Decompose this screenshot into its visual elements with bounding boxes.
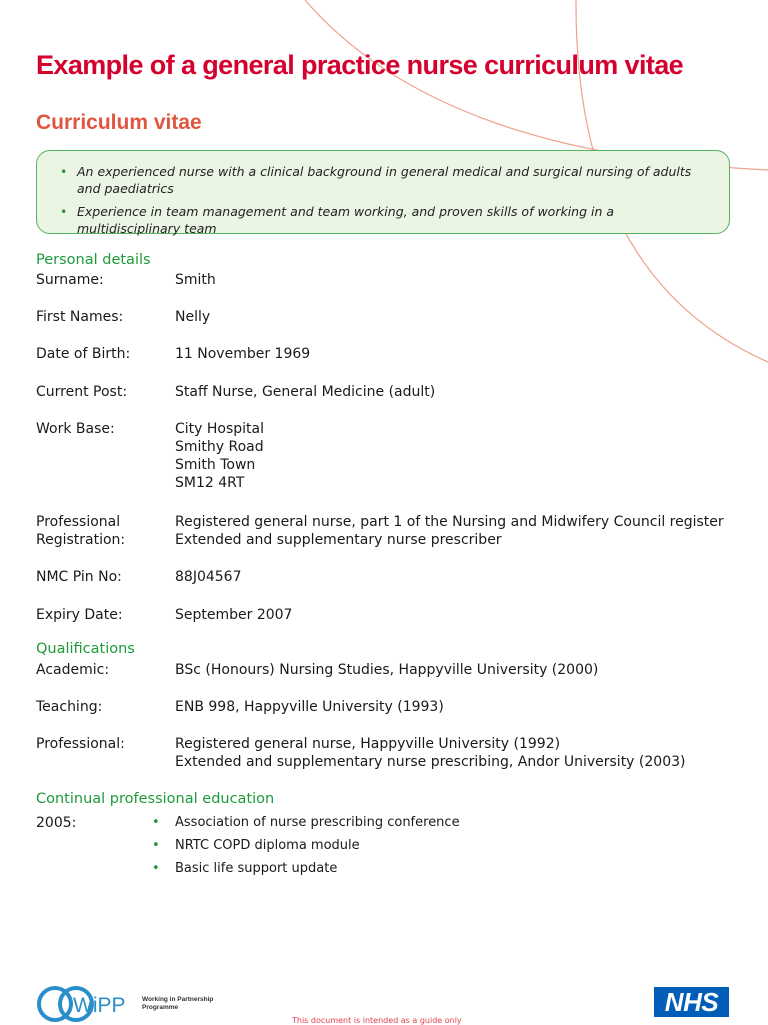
personal-details-heading: Personal details	[36, 252, 151, 268]
dob-value: 11 November 1969	[175, 346, 311, 362]
registration-value: Registered general nurse, part 1 of the Nursing and Midwifery Council register Extended and supplementary nurse prescriber	[175, 514, 724, 548]
bullet-icon: •	[60, 164, 68, 179]
summary-list	[37, 151, 729, 237]
surname-label: Surname:	[36, 272, 104, 288]
cpd-heading: Continual professional education	[36, 791, 275, 807]
address-line: City Hospital	[175, 421, 265, 437]
address-line: SM12 4RT	[175, 475, 245, 491]
surname-value: Smith	[175, 272, 216, 288]
first-names-label: First Names:	[36, 309, 124, 325]
document-subtitle: Curriculum vitae	[36, 111, 202, 134]
nmc-pin-value: 88J04567	[175, 569, 242, 585]
summary-item: • An experienced nurse with a clinical background in general medical and surgical nursing of adults and paediatrics	[60, 164, 692, 196]
current-post-label: Current Post:	[36, 384, 128, 400]
page-title: Example of a general practice nurse curriculum vitae	[36, 50, 684, 80]
academic-value: BSc (Honours) Nursing Studies, Happyville University (2000)	[175, 662, 599, 678]
bullet-icon: •	[152, 838, 160, 853]
bullet-icon: •	[152, 861, 160, 876]
wipp-caption: Working in Partnership Programme	[142, 996, 214, 1011]
expiry-label: Expiry Date:	[36, 607, 123, 623]
cpd-list	[152, 814, 460, 883]
cpd-item: • Basic life support update	[152, 861, 338, 876]
work-base-label: Work Base:	[36, 421, 115, 437]
cpd-item: • Association of nurse prescribing conference	[152, 815, 460, 830]
cpd-year-label: 2005:	[36, 815, 77, 831]
professional-value: Registered general nurse, Happyville University (1992) Extended and supplementary nurse prescribing, Andor University (2003)	[175, 736, 686, 770]
address-line: Smithy Road	[175, 439, 264, 455]
teaching-value: ENB 998, Happyville University (1993)	[175, 699, 444, 715]
first-names-value: Nelly	[175, 309, 211, 325]
professional-label: Professional:	[36, 736, 125, 752]
expiry-value: September 2007	[175, 607, 293, 623]
academic-label: Academic:	[36, 662, 110, 678]
wipp-logo	[36, 983, 131, 1024]
current-post-value: Staff Nurse, General Medicine (adult)	[175, 384, 436, 400]
qualifications-heading: Qualifications	[36, 641, 135, 657]
nmc-pin-label: NMC Pin No:	[36, 569, 122, 585]
cpd-item: • NRTC COPD diploma module	[152, 838, 360, 853]
bullet-icon: •	[60, 204, 68, 219]
nhs-logo: NHS	[654, 987, 729, 1017]
dob-label: Date of Birth:	[36, 346, 131, 362]
footer-note: This document is intended as a guide only	[292, 1016, 462, 1025]
bullet-icon: •	[152, 815, 160, 830]
work-base-value	[175, 420, 264, 492]
svg-text:WiPP: WiPP	[73, 994, 126, 1017]
address-line: Smith Town	[175, 457, 256, 473]
summary-item: • Experience in team management and team working, and proven skills of working in a multidisciplinary team	[60, 204, 615, 236]
teaching-label: Teaching:	[36, 699, 103, 715]
registration-label: Professional Registration:	[36, 514, 126, 548]
summary-box	[36, 150, 730, 234]
